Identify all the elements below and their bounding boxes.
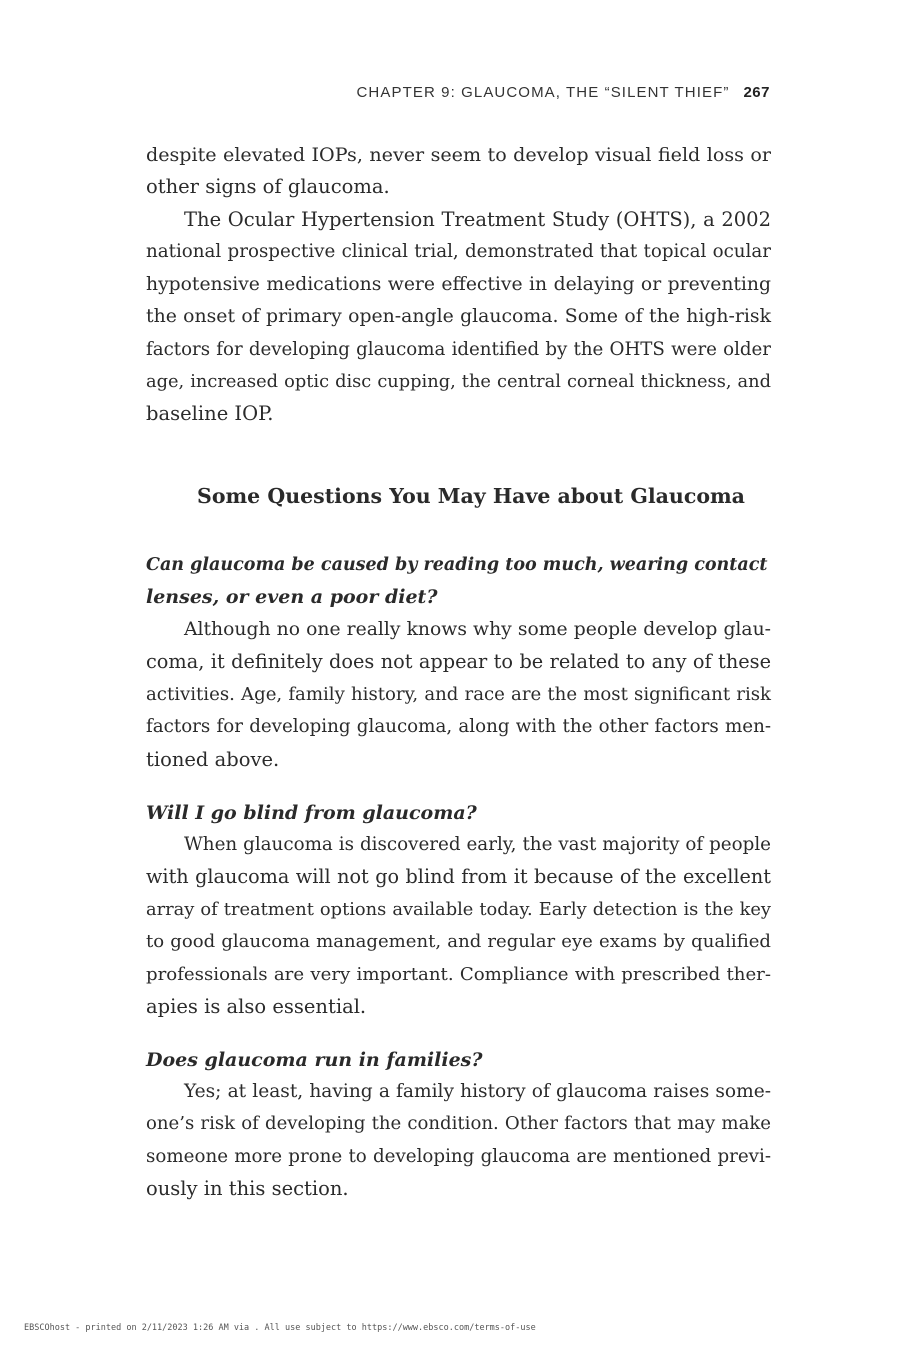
text-line: When glaucoma is discovered early, the vast majority of people [184, 834, 771, 855]
question-line: Can glaucoma be caused by reading too much, wearing contact [146, 555, 768, 575]
text-line: to good glaucoma management, and regular eye exams by qualified [146, 931, 771, 953]
text-line: tioned above. [146, 747, 280, 771]
text-line: factors for developing glaucoma, along with the other factors men- [146, 716, 771, 738]
text-line: coma, it definitely does not appear to be related to any of these [146, 650, 771, 674]
text-line: factors for developing glaucoma identified by the OHTS were older [146, 338, 771, 360]
question-line: Will I go blind from glaucoma? [146, 802, 477, 824]
paragraph-continued [146, 139, 771, 204]
section-heading: Some Questions You May Have about Glaucoma [197, 484, 745, 508]
text-line: Yes; at least, having a family history of glaucoma raises some- [184, 1081, 771, 1102]
text-line: Although no one really knows why some people develop glau- [184, 619, 771, 640]
text-line: national prospective clinical trial, demonstrated that topical ocular [146, 241, 771, 263]
text-line: activities. Age, family history, and race are the most significant risk [146, 683, 771, 705]
text-line: baseline IOP. [146, 402, 274, 426]
running-head-title: CHAPTER 9: GLAUCOMA, THE “SILENT THIEF” [356, 84, 730, 101]
page-number: 267 [743, 84, 770, 101]
text-line: hypotensive medications were effective in delaying or preventing [146, 273, 771, 295]
answer-paragraph [146, 1076, 771, 1206]
text-line: array of treatment options available today. Early detection is the key [146, 898, 771, 920]
question-heading [146, 1044, 771, 1076]
question-heading [146, 797, 771, 829]
answer-paragraph [146, 614, 771, 776]
text-line: despite elevated IOPs, never seem to develop visual field loss or [146, 143, 771, 166]
running-head [357, 84, 771, 101]
text-line: professionals are very important. Compliance with prescribed ther- [146, 963, 771, 985]
paragraph-ohts [146, 204, 771, 431]
text-line: The Ocular Hypertension Treatment Study (OHTS), a 2002 [184, 208, 771, 231]
text-line: age, increased optic disc cupping, the central corneal thickness, and [146, 371, 771, 393]
question-line: Does glaucoma run in families? [146, 1049, 483, 1071]
question-line: lenses, or even a poor diet? [146, 586, 438, 609]
ebsco-footer: EBSCOhost - printed on 2/11/2023 1:26 AM via . All use subject to https://www.ebsco.com/terms-of-use [24, 1323, 536, 1333]
text-line: other signs of glaucoma. [146, 175, 390, 199]
text-line: someone more prone to developing glaucoma are mentioned previ- [146, 1145, 771, 1167]
text-line: one’s risk of developing the condition. Other factors that may make [146, 1113, 771, 1135]
text-line: apies is also essential. [146, 995, 367, 1019]
answer-paragraph [146, 829, 771, 1023]
text-line: the onset of primary open-angle glaucoma. Some of the high-risk [146, 306, 771, 328]
text-line: ously in this section. [146, 1177, 349, 1201]
text-line: with glaucoma will not go blind from it because of the excellent [146, 865, 771, 889]
question-heading [146, 549, 771, 614]
